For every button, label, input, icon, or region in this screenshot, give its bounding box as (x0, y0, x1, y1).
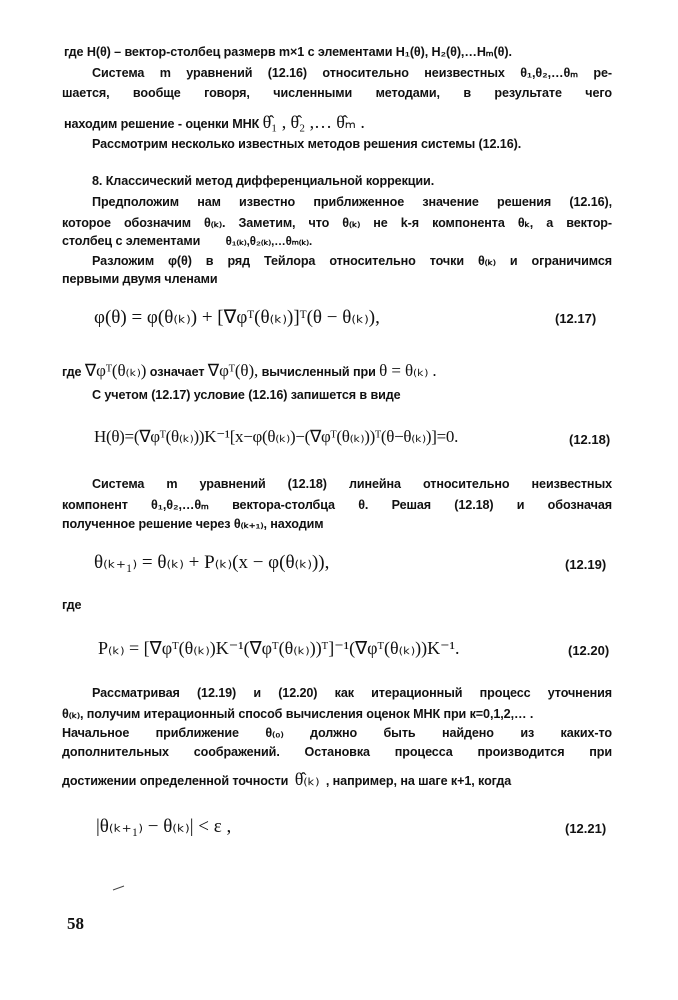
text-fragment: достижении определенной точности (62, 774, 289, 788)
equation-12-21: |θ₍ₖ₊₁₎ − θ₍ₖ₎| < ε , (96, 816, 232, 837)
text-line: дополнительных соображений. Остановка процесса производится при (62, 745, 612, 759)
text-line: шается, вообще говоря, численными методами, в результате чего (62, 86, 612, 100)
inline-math: ∇φᵀ(θ₍ₖ₎) (84, 361, 147, 380)
text-fragment: , например, на шаге к+1, когда (325, 774, 512, 788)
text-line: где H(θ) – вектор-столбец размерв m×1 с элементами H₁(θ), H₂(θ),…Hₘ(θ). (64, 45, 512, 59)
text-line: Предположим нам известно приближенное значение решения (12.16), (92, 195, 612, 209)
text-line (64, 112, 365, 133)
equation-number: (12.21) (565, 821, 607, 836)
scan-artifact-mark (112, 885, 126, 891)
section-heading: 8. Классический метод дифференциальной коррекции. (92, 174, 435, 188)
equation-12-17: φ(θ) = φ(θ₍ₖ₎) + [∇φᵀ(θ₍ₖ₎)]ᵀ(θ − θ₍ₖ₎), (94, 307, 380, 328)
text-line: Система m уравнений (12.18) линейна относительно неизвестных (92, 477, 612, 491)
text-fragment: находим решение - оценки МНК (64, 117, 260, 131)
text-line: Рассмотрим несколько известных методов решения системы (12.16). (92, 137, 522, 151)
inline-math: θ̂₁ , θ̂₂ ,… θ̂ₘ . (262, 112, 365, 132)
inline-math: ∇φᵀ(θ), (207, 361, 259, 380)
text-line: Начальное приближение θ₍₀₎ должно быть найдено из каких-то (62, 726, 612, 740)
text-fragment: означает (149, 365, 205, 379)
inline-math: θ̂₍ₖ₎ (294, 769, 320, 789)
text-fragment: где (62, 365, 82, 379)
text-line (62, 361, 437, 381)
text-line: компонент θ₁,θ₂,…θₘ вектора-столбца θ. Решая (12.18) и обозначая (62, 498, 612, 512)
equation-12-20: P₍ₖ₎ = [∇φᵀ(θ₍ₖ₎)K⁻¹(∇φᵀ(θ₍ₖ₎))ᵀ]⁻¹(∇φᵀ(θ₍ₖ₎))K⁻¹. (98, 638, 460, 658)
text-line: первыми двумя членами (62, 272, 218, 286)
equation-number: (12.20) (568, 643, 610, 658)
inline-math: θ = θ₍ₖ₎ . (379, 361, 437, 380)
equation-12-18: H(θ)=(∇φᵀ(θ₍ₖ₎))K⁻¹[x−φ(θ₍ₖ₎)−(∇φᵀ(θ₍ₖ₎))ᵀ(θ−θ₍ₖ₎)]=0. (94, 427, 459, 446)
equation-12-19: θ₍ₖ₊₁₎ = θ₍ₖ₎ + P₍ₖ₎(x − φ(θ₍ₖ₎)), (94, 552, 330, 573)
text-line: Рассматривая (12.19) и (12.20) как итерационный процесс уточнения (92, 686, 612, 700)
text-fragment: вычисленный при (261, 365, 376, 379)
text-line: Система m уравнений (12.16) относительно неизвестных θ₁,θ₂,…θₘ ре- (92, 66, 612, 80)
equation-number: (12.19) (565, 557, 607, 572)
page-number: 58 (67, 914, 84, 933)
text-line: Разложим φ(θ) в ряд Тейлора относительно точки θ₍ₖ₎ и ограничимся (92, 254, 612, 268)
text-line: полученное решение через θ₍ₖ₊₁₎, находим (62, 517, 324, 531)
text-fragment: столбец с элементами (62, 234, 201, 248)
text-line: где (62, 598, 82, 612)
equation-number: (12.17) (555, 311, 597, 326)
equation-number: (12.18) (569, 432, 611, 447)
text-line (62, 769, 511, 790)
text-fragment: θ₁₍ₖ₎,θ₂₍ₖ₎,…θₘ₍ₖ₎. (225, 236, 313, 248)
text-line: С учетом (12.17) условие (12.16) запишется в виде (92, 388, 401, 402)
text-line: которое обозначим θ₍ₖ₎. Заметим, что θ₍ₖ₎ не k-я компонента θₖ, а вектор- (62, 216, 612, 230)
text-line: θ₍ₖ₎, получим итерационный способ вычисления оценок МНК при к=0,1,2,… . (62, 707, 534, 721)
text-line (62, 234, 312, 248)
